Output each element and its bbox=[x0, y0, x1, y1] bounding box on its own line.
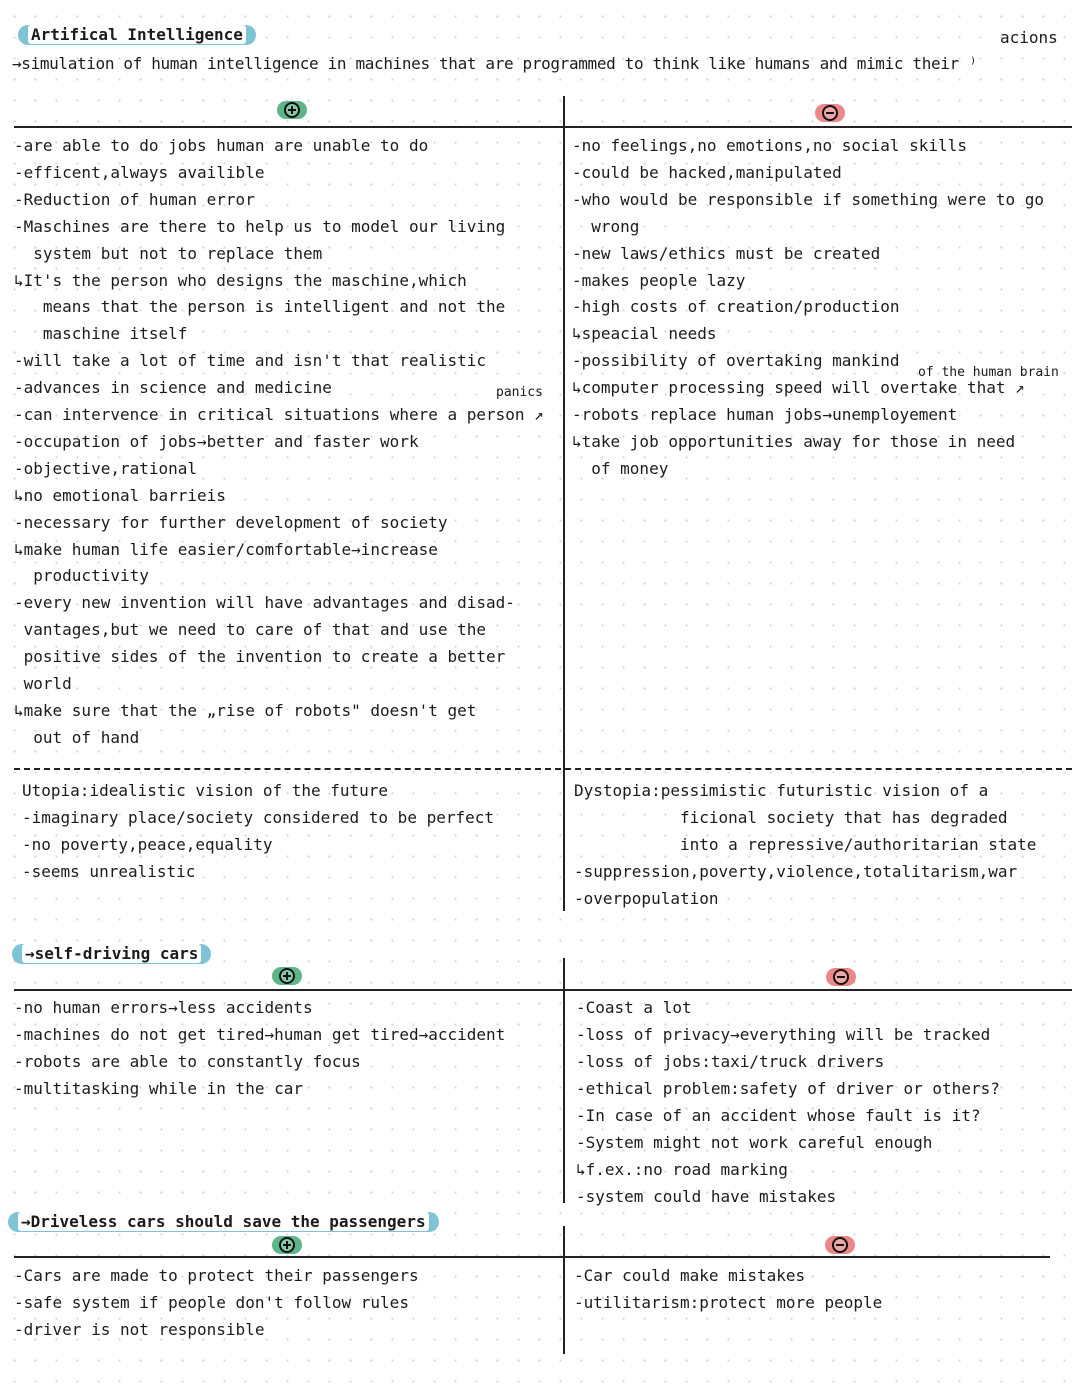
pros-item: -driver is not responsible bbox=[14, 1320, 265, 1339]
cons-item: ↳take job opportunities away for those in need bbox=[572, 431, 1016, 451]
cons-item: -makes people lazy bbox=[572, 270, 746, 290]
cons-item: -robots replace human jobs→unemployement bbox=[572, 405, 958, 424]
pros-item: out of hand bbox=[14, 727, 140, 747]
pros-item: -robots are able to constantly focus bbox=[14, 1052, 361, 1071]
cons-item: -utilitarism:protect more people bbox=[574, 1293, 883, 1312]
cons-item: wrong bbox=[572, 216, 640, 236]
definition: →simulation of human intelligence in machines that are programmed to think like humans and mimic their ⁾ bbox=[12, 54, 978, 73]
pros-item: -Reduction of human error bbox=[14, 189, 255, 209]
section2-heading: →self-driving cars bbox=[12, 944, 211, 964]
cons-item: -loss of privacy→everything will be tracked bbox=[576, 1025, 991, 1044]
pros-item: vantages,but we need to care of that and use the bbox=[14, 620, 487, 640]
plus-circle-icon bbox=[272, 1236, 302, 1254]
cons-item: -possibility of overtaking mankind bbox=[572, 351, 900, 371]
pros-item: -every new invention will have advantages and disad- bbox=[14, 593, 515, 613]
pros-item: -machines do not get tired→human get tired→accident bbox=[14, 1025, 506, 1044]
page-title: Artifical Intelligence bbox=[18, 25, 256, 45]
plus-circle-icon bbox=[277, 101, 307, 119]
pros-item: means that the person is intelligent and not the bbox=[14, 297, 506, 317]
section3-header-rule bbox=[14, 1256, 1050, 1258]
section2-divider bbox=[563, 958, 565, 1203]
dystopia-item: -overpopulation bbox=[574, 889, 719, 908]
dystopia-item: -suppression,poverty,violence,totalitarism,war bbox=[574, 862, 1018, 881]
cons-item: -could be hacked,manipulated bbox=[572, 162, 842, 182]
utopia-item: -imaginary place/society considered to be perfect bbox=[22, 808, 495, 827]
pros-item: ↳make sure that the „rise of robots" doesn't get bbox=[14, 700, 477, 720]
pros-item: -Maschines are there to help us to model our living bbox=[14, 216, 506, 236]
pros-item: system but not to replace them bbox=[14, 243, 323, 263]
dystopia-item: into a repressive/authoritarian state bbox=[574, 835, 1037, 854]
section3-pros bbox=[14, 1266, 559, 1356]
cons-item: -no feelings,no emotions,no social skills bbox=[572, 136, 967, 155]
utopia-item: -no poverty,peace,equality bbox=[22, 835, 273, 854]
utopia-list bbox=[22, 781, 562, 901]
cons-item: -System might not work careful enough bbox=[576, 1133, 933, 1152]
pros-item: -objective,rational bbox=[14, 458, 198, 478]
pros-item: world bbox=[14, 674, 72, 693]
cons-item: -Car could make mistakes bbox=[574, 1266, 806, 1285]
cons-item: -who would be responsible if something were to go bbox=[572, 189, 1045, 209]
section3-divider bbox=[563, 1226, 565, 1354]
cons-item: of money bbox=[572, 458, 669, 478]
pros-item: productivity bbox=[14, 566, 149, 586]
pros-item: -efficent,always availible bbox=[14, 162, 265, 182]
section2-cons bbox=[576, 998, 1076, 1218]
pros-item: ↳It's the person who designs the maschine,which bbox=[14, 270, 467, 290]
cons-item: -high costs of creation/production bbox=[572, 297, 900, 317]
pros-item: -can intervence in critical situations where a person ↗ bbox=[14, 405, 544, 424]
section3-cons bbox=[574, 1266, 1074, 1326]
section1-divider bbox=[563, 96, 565, 911]
pros-item: -safe system if people don't follow rules bbox=[14, 1293, 409, 1312]
section1-pros bbox=[14, 136, 559, 756]
pros-item: -no human errors→less accidents bbox=[14, 998, 313, 1017]
pros-item: positive sides of the invention to create a better bbox=[14, 647, 506, 667]
cons-item: -new laws/ethics must be created bbox=[572, 243, 881, 263]
minus-circle-icon bbox=[825, 1236, 855, 1254]
pros-item: ↳make human life easier/comfortable→increase bbox=[14, 539, 438, 559]
pros-item: -multitasking while in the car bbox=[14, 1079, 303, 1098]
pros-item: -occupation of jobs→better and faster work bbox=[14, 431, 419, 451]
dystopia-item: ficional society that has degraded bbox=[574, 808, 1008, 827]
section2-header-rule bbox=[14, 989, 1072, 991]
top-right-note: acions bbox=[1000, 28, 1058, 47]
cons-note: of the human brain bbox=[918, 365, 1059, 380]
cons-item: ↳speacial needs bbox=[572, 324, 717, 344]
cons-item: -In case of an accident whose fault is it? bbox=[576, 1106, 981, 1125]
utopia-item: -seems unrealistic bbox=[22, 862, 196, 881]
pros-item: -Cars are made to protect their passengers bbox=[14, 1266, 419, 1285]
dystopia-list bbox=[574, 781, 1079, 921]
plus-circle-icon bbox=[272, 967, 302, 985]
minus-circle-icon bbox=[826, 968, 856, 986]
pros-note: panics bbox=[496, 385, 543, 400]
section1-header-rule bbox=[14, 126, 1072, 128]
section1-dashed-rule bbox=[14, 768, 1072, 770]
cons-item: ↳f.ex.:no road marking bbox=[576, 1160, 788, 1179]
cons-item: ↳computer processing speed will overtake that ↗ bbox=[572, 378, 1025, 398]
cons-item: -ethical problem:safety of driver or others? bbox=[576, 1079, 1000, 1098]
minus-circle-icon bbox=[815, 104, 845, 122]
pros-item: maschine itself bbox=[14, 324, 188, 344]
section1-cons bbox=[572, 136, 1077, 496]
section3-heading: →Driveless cars should save the passengers bbox=[8, 1212, 439, 1232]
pros-item: ↳no emotional barrieis bbox=[14, 485, 226, 505]
utopia-item: Utopia:idealistic vision of the future bbox=[22, 781, 389, 800]
pros-item: -necessary for further development of society bbox=[14, 512, 448, 532]
pros-item: -will take a lot of time and isn't that realistic bbox=[14, 351, 487, 371]
pros-item: -are able to do jobs human are unable to do bbox=[14, 136, 429, 155]
pros-item: -advances in science and medicine bbox=[14, 378, 332, 398]
cons-item: -system could have mistakes bbox=[576, 1187, 837, 1206]
cons-item: -loss of jobs:taxi/truck drivers bbox=[576, 1052, 885, 1071]
section2-pros bbox=[14, 998, 559, 1118]
dystopia-item: Dystopia:pessimistic futuristic vision of a bbox=[574, 781, 989, 800]
cons-item: -Coast a lot bbox=[576, 998, 692, 1017]
